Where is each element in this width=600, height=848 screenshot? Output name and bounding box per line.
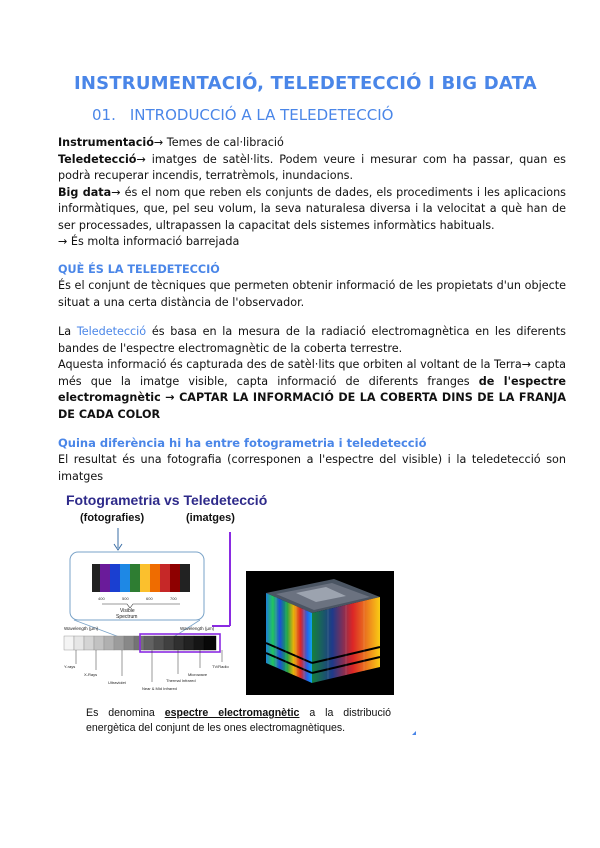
caption-post: a la distribució energètica del conjunt de les ones electromagnètiques.	[86, 707, 391, 734]
definition-text: → és el nom que reben els conjunts de dades, els procediments i les aplicacions informàtiques, que, pel seu volum, la seva naturalesa diversa i la velocitat a què han de ser processades, ultrapassen la capacitat dels sistemes informàtics habituals.	[58, 185, 566, 232]
band-xrays: X-Rays	[84, 672, 98, 677]
term-teledeteccio-link: Teledetecció	[76, 325, 147, 338]
label-imatges: (imatges)	[186, 512, 235, 524]
wavelength-left: Wavelength (µm)	[64, 626, 99, 631]
tick-600: 600	[146, 596, 153, 601]
page-title: INSTRUMENTACIÓ, TELEDETECCIÓ I BIG DATA	[74, 73, 537, 94]
wavelength-right: Wavelength (µm)	[180, 626, 215, 631]
based-post: és basa en la mesura de la radiació electromagnètica en les diferents bandes de l'espectre electromagnètic de la coberta terrestre.	[58, 325, 566, 355]
band-microwave: Microwave	[188, 672, 208, 677]
heading-difference: Quina diferència hi ha entre fotogrametria i teledetecció	[58, 436, 427, 450]
band-thermal-ir: Thermal Infrared	[166, 678, 196, 683]
hyperspectral-cube-image	[246, 571, 394, 695]
visible-rainbow	[92, 564, 190, 592]
definition-instrumentacio	[58, 135, 566, 152]
capture-paragraph	[58, 357, 566, 423]
band-near-mid-ir: Near & Mid Infrared	[142, 686, 177, 691]
corner-mark-icon	[412, 731, 416, 735]
label-fotografies: (fotografies)	[80, 512, 145, 524]
band-gamma: Y-rays	[64, 664, 76, 669]
term-big-data: Big data	[58, 185, 112, 199]
definition-text: → imatges de satèl·lits. Podem veure i mesurar com ha passar, quan es podrà recuperar incendis, terratrèmols, inundacions.	[58, 152, 566, 182]
tick-700: 700	[170, 596, 177, 601]
spectrum-label: Spectrum	[116, 614, 138, 620]
based-paragraph	[58, 324, 566, 357]
what-is-text: És el conjunt de tècniques que permeten obtenir informació de les propietats d'un objecte situat a una certa distància de l'observador.	[58, 279, 566, 309]
section-heading	[92, 106, 393, 124]
definition-teledeteccio	[58, 152, 566, 185]
based-pre: La	[58, 325, 77, 338]
intro-definitions	[58, 135, 566, 251]
visible-label: Visible	[120, 608, 135, 614]
definition-text: → Temes de cal·libració	[153, 136, 284, 149]
section-number: 01.	[92, 106, 116, 124]
tick-500: 500	[122, 596, 129, 601]
band-tv-radio: TV/Radio	[212, 664, 229, 669]
big-data-note: → És molta informació barrejada	[58, 235, 240, 248]
band-ultraviolet: Ultraviolet	[108, 680, 126, 685]
section-title: INTRODUCCIÓ A LA TELEDETECCIÓ	[129, 106, 394, 124]
term-teledeteccio: Teledetecció	[58, 152, 137, 166]
spectrum-caption	[86, 706, 391, 736]
heading-what-is: QUÈ ÉS LA TELEDETECCIÓ	[58, 263, 220, 276]
tick-400: 400	[98, 596, 105, 601]
caption-pre: Es denomina	[86, 707, 165, 719]
capture-bold: de l'espectre electromagnètic → CAPTAR LA INFORMACIÓ DE LA COBERTA DINS DE LA FRANJA DE CADA COLOR	[58, 374, 566, 421]
figure-title: Fotogrametria vs Teledetecció	[66, 492, 268, 508]
term-instrumentacio: Instrumentació	[58, 136, 154, 149]
capture-text: Aquesta informació és capturada des de satèl·lits que orbiten al voltant de la Terra→ capta més que la imatge visible, capta informació de diferents franges	[58, 358, 566, 388]
definition-big-data	[58, 185, 566, 235]
difference-text: El resultat és una fotografia (corresponen a l'espectre del visible) i la teledetecció son imatges	[58, 453, 566, 483]
spectrum-diagram	[62, 526, 242, 696]
caption-term: espectre electromagnètic	[164, 707, 300, 719]
